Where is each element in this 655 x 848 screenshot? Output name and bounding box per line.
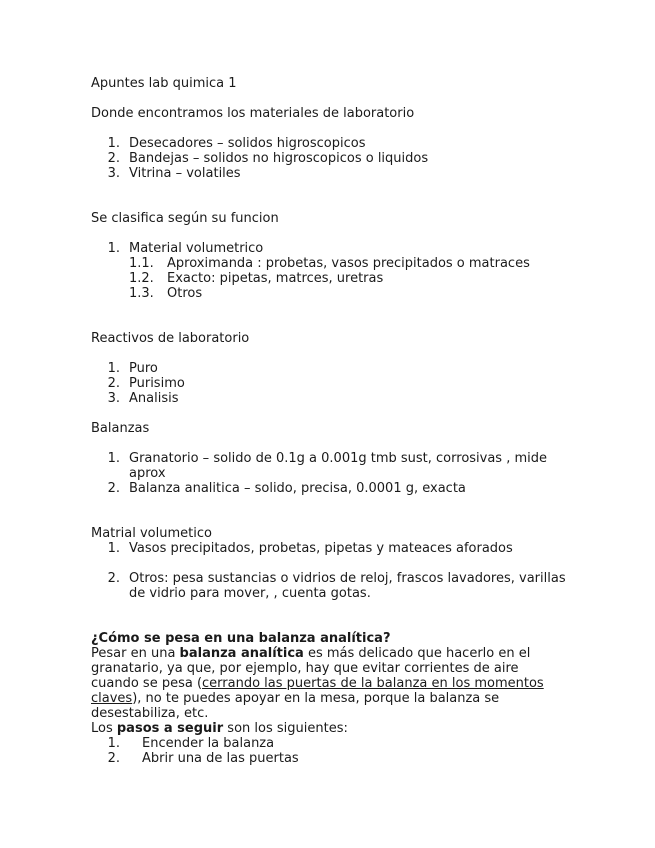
list-number: 2. (107, 376, 120, 391)
sublist-number: 1.2. (129, 271, 154, 286)
underlined-text: cerrando las puertas de la balanza en los momentos claves (91, 676, 544, 706)
list-number: 1. (107, 361, 120, 376)
step-number: 1. (107, 736, 120, 751)
list-item: Analisis (129, 391, 179, 406)
sublist-item: Aproximanda : probetas, vasos precipitados o matraces (167, 256, 530, 271)
list-item: Otros: pesa sustancias o vidrios de reloj, frascos lavadores, varillas de vidrio para mover, , cuenta gotas. (129, 571, 566, 601)
heading-volumetrico: Matrial volumetico (91, 526, 212, 541)
list-number: 2. (107, 151, 120, 166)
paragraph-text: son los siguientes: (223, 721, 348, 736)
heading-funcion: Se clasifica según su funcion (91, 211, 279, 226)
list-number: 1. (107, 451, 120, 466)
list-item: Desecadores – solidos higroscopicos (129, 136, 366, 151)
paragraph-text: Pesar en una (91, 646, 180, 661)
paragraph-pasos (91, 721, 348, 736)
list-item: Vitrina – volatiles (129, 166, 241, 181)
sublist-number: 1.3. (129, 286, 154, 301)
document-title: Apuntes lab quimica 1 (91, 76, 237, 91)
list-item: Balanza analitica – solido, precisa, 0.0001 g, exacta (129, 481, 466, 496)
list-number: 3. (107, 166, 120, 181)
list-item: Puro (129, 361, 158, 376)
bold-term: pasos a seguir (116, 721, 224, 736)
list-number: 2. (107, 481, 120, 496)
list-item: Purisimo (129, 376, 185, 391)
list-number: 1. (107, 241, 120, 256)
sublist-item: Exacto: pipetas, matrces, uretras (167, 271, 384, 286)
bold-term: balanza analítica (179, 646, 304, 661)
paragraph-text: Los (91, 721, 117, 736)
list-number: 2. (107, 571, 120, 586)
paragraph-pesa (91, 646, 551, 721)
list-number: 1. (107, 136, 120, 151)
list-number: 1. (107, 541, 120, 556)
sublist-item: Otros (167, 286, 203, 301)
heading-pesa: ¿Cómo se pesa en una balanza analítica? (91, 631, 391, 646)
step-item: Abrir una de las puertas (142, 751, 299, 766)
list-number: 3. (107, 391, 120, 406)
sublist-number: 1.1. (129, 256, 154, 271)
step-number: 2. (107, 751, 120, 766)
heading-materiales: Donde encontramos los materiales de laboratorio (91, 106, 415, 121)
list-item: Vasos precipitados, probetas, pipetas y mateaces aforados (129, 541, 513, 556)
list-item: Granatorio – solido de 0.1g a 0.001g tmb sust, corrosivas , mide aprox (129, 451, 548, 481)
list-item: Material volumetrico (129, 241, 264, 256)
paragraph-text: es más delicado que hacerlo en el granatario, ya que, por ejemplo, hay que evitar corrientes de aire cuando se pesa ( (91, 646, 531, 691)
heading-reactivos: Reactivos de laboratorio (91, 331, 250, 346)
paragraph-text: ), no te puedes apoyar en la mesa, porque la balanza se desestabiliza, etc. (91, 691, 500, 721)
heading-balanzas: Balanzas (91, 421, 150, 436)
list-item: Bandejas – solidos no higroscopicos o liquidos (129, 151, 429, 166)
step-item: Encender la balanza (142, 736, 275, 751)
